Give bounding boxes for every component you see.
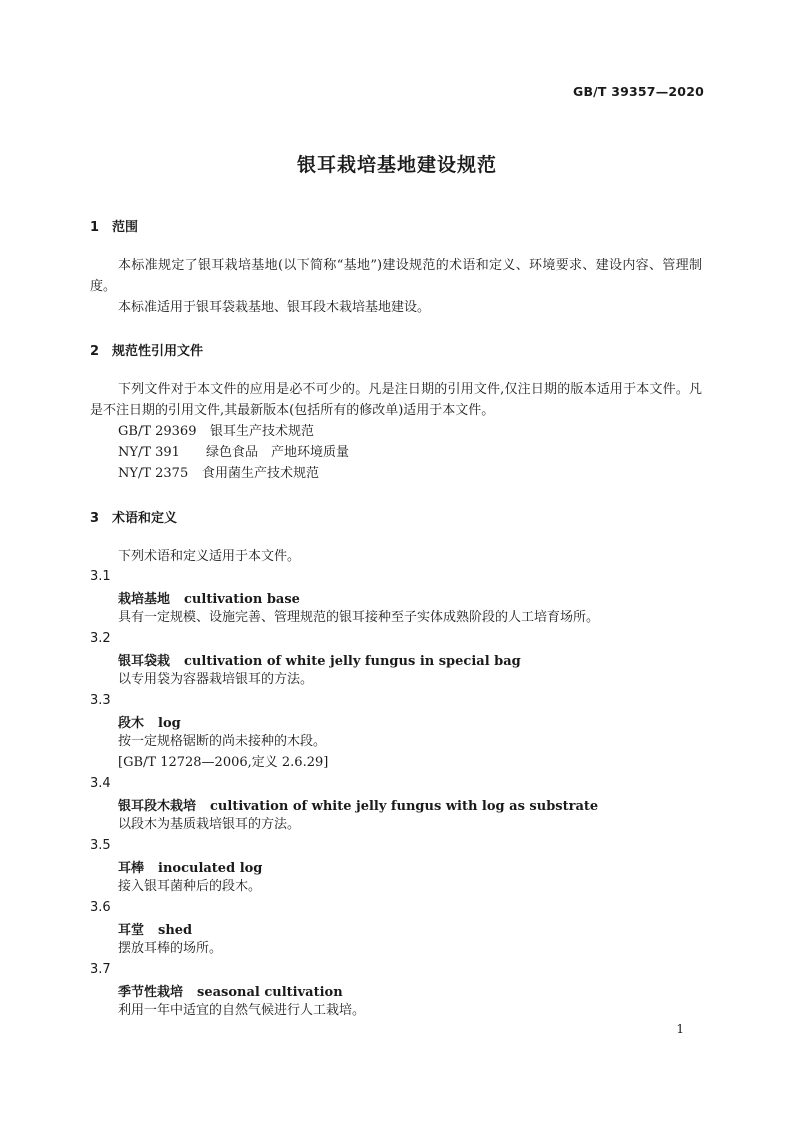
term-number: 3.4 (90, 776, 111, 791)
scope-paragraph-2: 本标准适用于银耳袋栽基地、银耳段木栽培基地建设。 (118, 300, 431, 315)
term-name-zh: 耳棒 (118, 861, 145, 876)
reference-title: 食用菌生产技术规范 (202, 466, 320, 481)
reference-item (118, 463, 319, 484)
term-name (118, 650, 521, 669)
term-name-zh: 耳堂 (118, 923, 145, 938)
reference-code: NY/T 2375 (118, 466, 189, 481)
term-name (118, 795, 598, 814)
reference-code: GB/T 29369 (118, 424, 197, 439)
term-name-en: inoculated log (158, 861, 263, 876)
term-name-zh: 段木 (118, 716, 145, 731)
term-definition: 接入银耳菌种后的段木。 (118, 879, 262, 894)
reference-item (118, 442, 349, 463)
term-name-zh: 季节性栽培 (118, 985, 184, 1000)
section-2-heading (90, 340, 203, 359)
term-name-en: cultivation of white jelly fungus with log as substrate (210, 799, 599, 814)
section-3-heading (90, 507, 177, 526)
term-name-zh: 银耳段木栽培 (118, 799, 197, 814)
term-number: 3.2 (90, 631, 111, 646)
term-definition: 以段木为基质栽培银耳的方法。 (118, 817, 301, 832)
reference-item (118, 421, 314, 442)
term-name-en: cultivation base (184, 592, 300, 607)
term-name-en: seasonal cultivation (197, 985, 343, 1000)
term-name (118, 981, 343, 1000)
standard-code: GB/T 39357—2020 (572, 84, 704, 99)
references-paragraph: 下列文件对于本文件的应用是必不可少的。凡是注日期的引用文件,仅注日期的版本适用于本文件。凡是不注日期的引用文件,其最新版本(包括所有的修改单)适用于本文件。 (90, 382, 702, 418)
term-name (118, 712, 181, 731)
section-title: 范围 (112, 220, 139, 235)
document-title: 银耳栽培基地建设规范 (296, 154, 497, 176)
term-definition: 利用一年中适宜的自然气候进行人工栽培。 (118, 1003, 366, 1018)
term-number: 3.6 (90, 900, 111, 915)
term-definition: 摆放耳棒的场所。 (118, 941, 223, 956)
section-number: 3 (90, 511, 100, 526)
term-number: 3.7 (90, 962, 111, 977)
term-number: 3.3 (90, 693, 111, 708)
term-name-zh: 银耳袋栽 (118, 654, 171, 669)
term-name (118, 919, 192, 938)
section-1-heading (90, 216, 138, 235)
term-name-en: cultivation of white jelly fungus in special bag (184, 654, 521, 669)
term-name (118, 857, 262, 876)
term-name-en: log (158, 716, 181, 731)
section-number: 1 (90, 220, 100, 235)
section-number: 2 (90, 344, 100, 359)
term-definition: 以专用袋为容器栽培银耳的方法。 (118, 672, 314, 687)
term-number: 3.5 (90, 838, 111, 853)
term-name-zh: 栽培基地 (118, 592, 171, 607)
reference-title: 绿色食品 产地环境质量 (206, 445, 350, 460)
section-title: 规范性引用文件 (112, 344, 204, 359)
page-number: 1 (676, 1022, 684, 1036)
section-title: 术语和定义 (112, 511, 178, 526)
reference-code: NY/T 391 (118, 445, 180, 460)
term-definition: 按一定规格锯断的尚未接种的木段。 (118, 734, 327, 749)
term-number: 3.1 (90, 569, 111, 584)
term-definition: 具有一定规模、设施完善、管理规范的银耳接种至子实体成熟阶段的人工培育场所。 (118, 610, 600, 625)
term-name (118, 588, 300, 607)
term-name-en: shed (158, 923, 193, 938)
reference-title: 银耳生产技术规范 (210, 424, 315, 439)
term-source: [GB/T 12728—2006,定义 2.6.29] (118, 755, 329, 770)
terms-intro: 下列术语和定义适用于本文件。 (118, 549, 301, 564)
scope-paragraph-1: 本标准规定了银耳栽培基地(以下简称“基地”)建设规范的术语和定义、环境要求、建设内容、管理制度。 (90, 258, 702, 294)
